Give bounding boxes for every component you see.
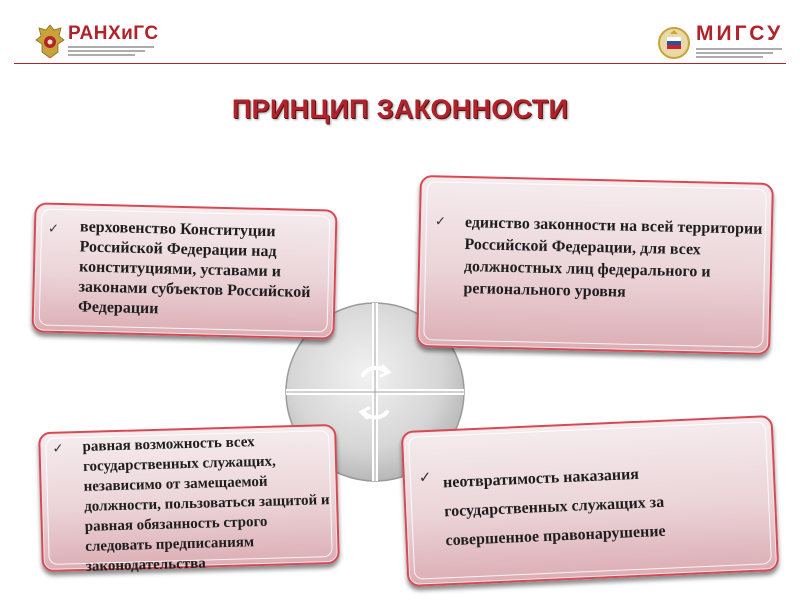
principle-card-text: верховенство Конституции Российской Федерации над конституциями, уставами и законами субъектов Российской Федерации xyxy=(77,218,311,318)
eagle-emblem-icon xyxy=(34,22,66,60)
check-bullet-icon: ✓ xyxy=(434,213,447,229)
header-divider xyxy=(14,63,786,64)
migsu-logo-subtitle xyxy=(696,48,782,62)
check-bullet-icon: ✓ xyxy=(418,468,432,487)
principle-card-equal-protection xyxy=(38,424,340,575)
principle-card-text: равная возможность всех государственных служащих, независимо от замещаемой должности, пользоваться защитой и равная обязанность строго следовать предписаниям законодательства xyxy=(82,434,330,575)
ranepa-logo xyxy=(34,20,159,64)
migsu-emblem-icon xyxy=(658,24,690,62)
migsu-logo-text: МИГСУ xyxy=(696,22,784,45)
migsu-logo xyxy=(658,22,782,64)
principle-card-text: неотвратимость наказания государственных служащих за совершенное правонарушение xyxy=(442,465,666,550)
ranepa-logo-subtitle xyxy=(68,46,154,60)
principle-card-inevitable-punishment xyxy=(401,415,779,587)
check-bullet-icon: ✓ xyxy=(52,440,64,456)
principle-card-legality-unity xyxy=(416,175,774,355)
principle-card-text: единство законности на всей территории Российской Федерации, для всех должностных лиц федерального и регионального уровня xyxy=(463,214,763,301)
slide-title: ПРИНЦИП ЗАКОННОСТИ xyxy=(231,94,569,124)
check-bullet-icon: ✓ xyxy=(47,220,60,236)
principle-card-constitution-supremacy xyxy=(31,202,337,339)
ranepa-logo-text: РАНХиГС xyxy=(68,23,159,44)
